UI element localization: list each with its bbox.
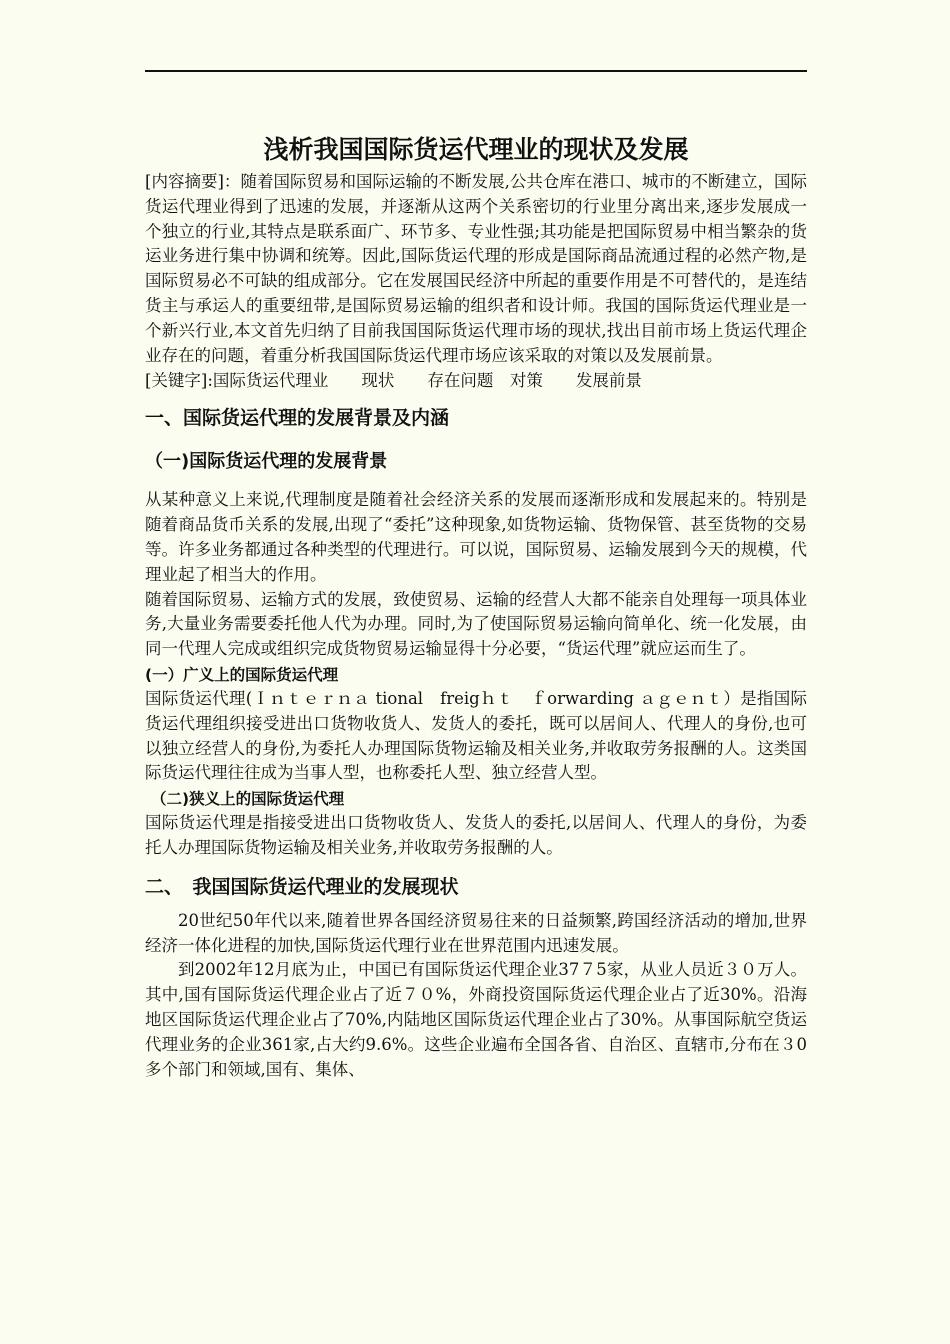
body-paragraph: 随着国际贸易、运输方式的发展，致使贸易、运输的经营人大都不能亲自处理每一项具体业务,大量业务需要委托他人代为办理。同时,为了使国际贸易运输向简单化、统一化发展，由同一代理人完成或组织完成货物贸易运输显得十分必要，“货运代理”就应运而生了。 — [145, 589, 807, 659]
keywords-line: [关键字]:国际货运代理业 现状 存在问题 对策 发展前景 — [145, 371, 642, 391]
section-1-heading: 一、国际货运代理的发展背景及内涵 — [145, 407, 450, 430]
header-rule — [145, 70, 807, 72]
section-1-1-heading: （一)国际货运代理的发展背景 — [145, 451, 388, 473]
broad-definition-paragraph: 国际货运代理(Ｉｎｔｅｒｎａ tional freigｈｔ ｆorwarding ａｇｅｎｔ）是指国际货运代理组织接受进出口货物收货人、发货人的委托，既可以居间人、代理人的身份,也可以独立经营人的身份,为委托人办理国际货物运输及相关业务,并收取劳务报酬的人。这类国际货运代理往往成为当事人型，也称委托人型、独立经营人型。 — [145, 688, 807, 783]
broad-definition-heading: (一）广义上的国际货运代理 — [145, 665, 339, 684]
abstract-paragraph: [内容摘要]：随着国际贸易和国际运输的不断发展,公共仓库在港口、城市的不断建立，国际货运代理业得到了迅速的发展，并逐渐从这两个关系密切的行业里分离出来,逐步发展成一个独立的行业,其特点是联系面广、环节多、专业性强;其功能是把国际贸易中相当繁杂的货运业务进行集中协调和统筹。因此,国际货运代理的形成是国际商品流通过程的必然产物,是国际贸易必不可缺的组成部分。它在发展国民经济中所起的重要作用是不可替代的，是连结货主与承运人的重要纽带,是国际贸易运输的组织者和设计师。我国的国际货运代理业是一个新兴行业,本文首先归纳了目前我国国际货运代理市场的现状,找出目前市场上货运代理企业存在的问题，着重分析我国国际货运代理市场应该采取的对策以及发展前景。 — [145, 172, 807, 365]
section-2-heading: 二、 我国国际货运代理业的发展现状 — [145, 875, 459, 898]
body-paragraph: 从某种意义上来说,代理制度是随着社会经济关系的发展而逐渐形成和发展起来的。特别是随着商品货币关系的发展,出现了“委托”这种现象,如货物运输、货物保管、甚至货物的交易等。许多业务都通过各种类型的代理进行。可以说，国际贸易、运输发展到今天的规模，代理业起了相当大的作用。 — [145, 490, 807, 584]
document-body — [145, 130, 807, 1082]
body-paragraph: 到2002年12月底为止，中国已有国际货运代理企业37７5家，从业人员近３０万人。其中,国有国际货运代理企业占了近７０%，外商投资国际货运代理企业占了近30%。沿海地区国际货运代理企业占了70%,内陆地区国际货运代理企业占了30%。从事国际航空货运代理业务的企业361家,占大约9.6%。这些企业遍布全国各省、自治区、直辖市,分布在３0多个部门和领域,国有、集体、 — [145, 960, 807, 1079]
document-title: 浅析我国国际货运代理业的现状及发展 — [263, 135, 689, 164]
narrow-definition-heading: （二)狭义上的国际货运代理 — [151, 790, 345, 809]
narrow-definition-paragraph: 国际货运代理是指接受进出口货物收货人、发货人的委托,以居间人、代理人的身份，为委托人办理国际货物运输及相关业务,并收取劳务报酬的人。 — [145, 813, 807, 857]
body-paragraph: 20世纪50年代以来,随着世界各国经济贸易往来的日益频繁,跨国经济活动的增加,世界经济一体化进程的加快,国际货运代理行业在世界范围内迅速发展。 — [145, 910, 807, 955]
